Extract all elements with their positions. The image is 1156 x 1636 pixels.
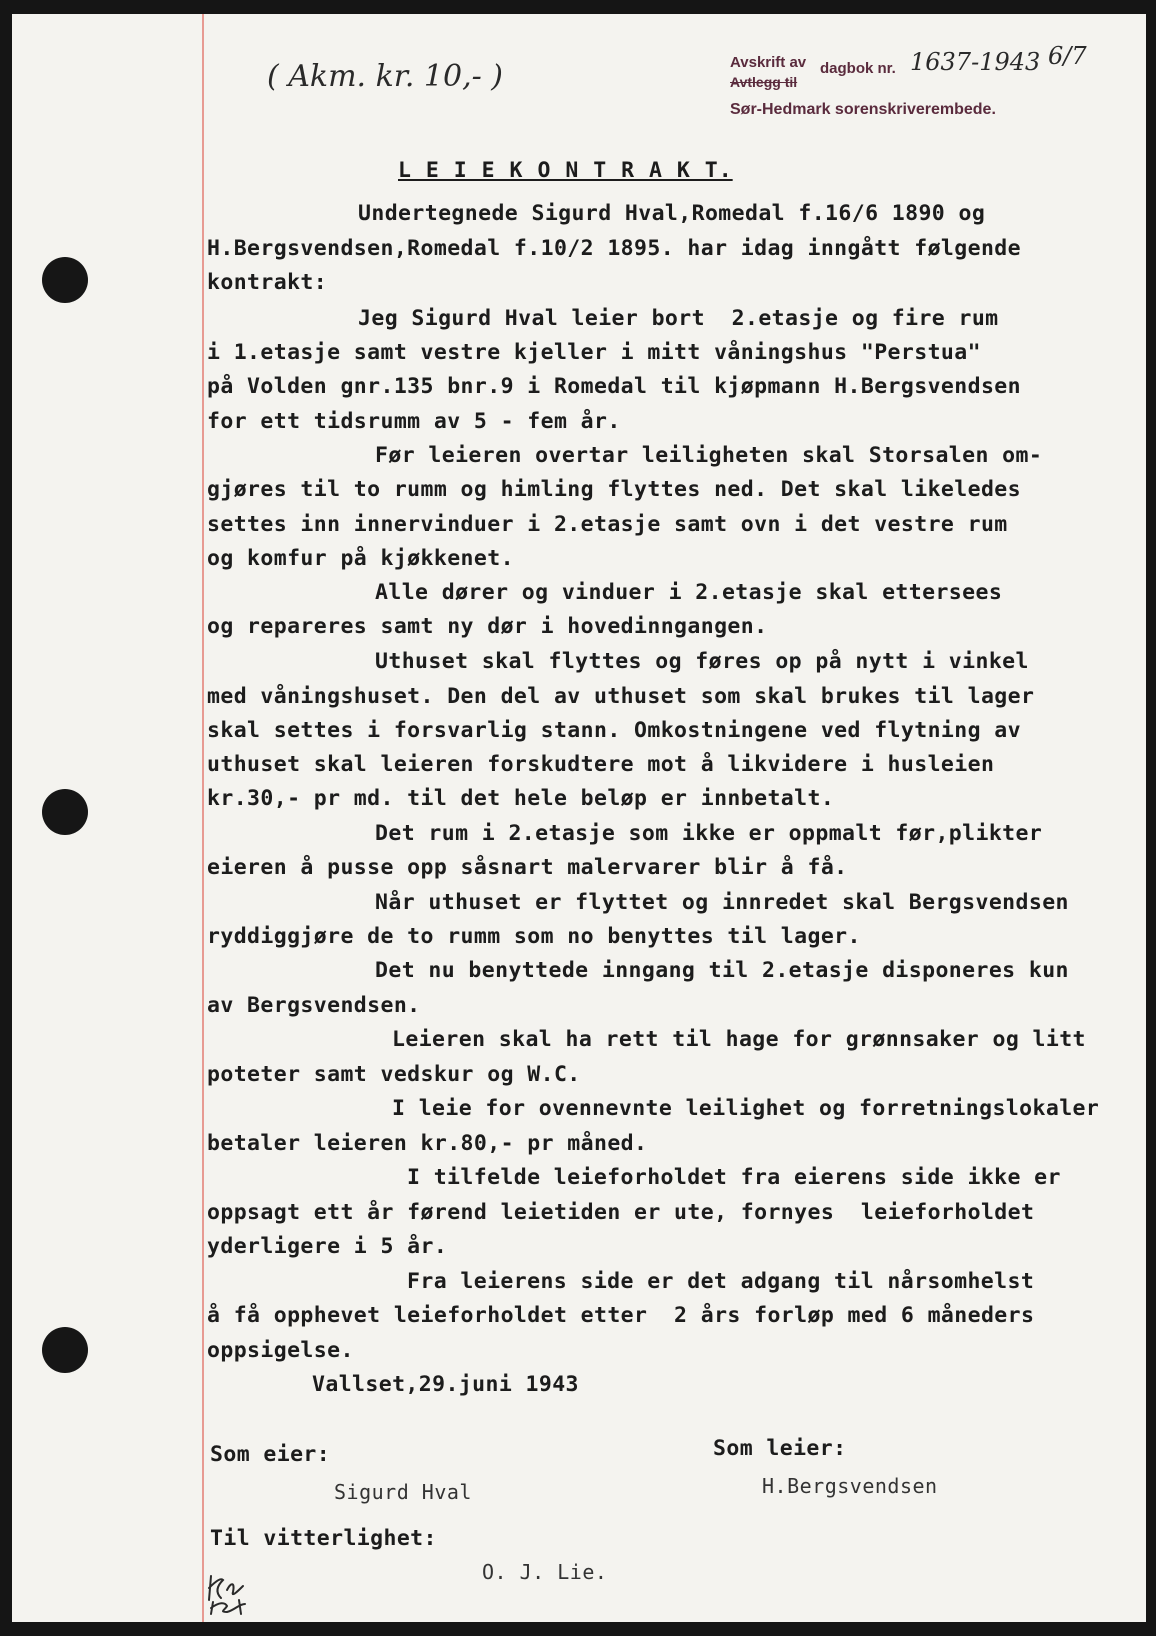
tenant-signature: H.Bergsvendsen [762, 1474, 938, 1498]
handwritten-initials [205, 1570, 275, 1616]
body-line: betaler leieren kr.80,- pr måned. [207, 1131, 648, 1156]
document-page [12, 14, 1146, 1622]
body-line: for ett tidsrumm av 5 - fem år. [207, 409, 621, 434]
body-line: og repareres samt ny dør i hovedinngangen. [207, 614, 768, 639]
body-line: I tilfelde leieforholdet fra eierens side ikke er [407, 1165, 1061, 1190]
body-line: i 1.etasje samt vestre kjeller i mitt våningshus "Perstua" [207, 340, 981, 365]
body-line: å få opphevet leieforholdet etter 2 års forløp med 6 måneders [207, 1303, 1035, 1328]
punch-hole-bottom [42, 1327, 88, 1373]
stamp-journal-label: dagbok nr. [820, 60, 896, 77]
body-line: skal settes i forsvarlig stann. Omkostningene ved flytning av [207, 718, 1021, 743]
body-line: oppsigelse. [207, 1338, 354, 1363]
body-line: Fra leierens side er det adgang til nårsomhelst [407, 1269, 1035, 1294]
body-line: kontrakt: [207, 270, 328, 295]
body-line: Leieren skal ha rett til hage for grønnsaker og litt [392, 1027, 1086, 1052]
punch-hole-top [42, 257, 88, 303]
body-line: Jeg Sigurd Hval leier bort 2.etasje og fire rum [358, 306, 999, 331]
document-title: L E I E K O N T R A K T. [398, 158, 733, 183]
body-line: uthuset skal leieren forskudtere mot å likvidere i husleien [207, 752, 995, 777]
body-line: Undertegnede Sigurd Hval,Romedal f.16/6 1890 og [358, 201, 986, 226]
body-line: Før leieren overtar leiligheten skal Storsalen om- [375, 443, 1043, 468]
body-line: og komfur på kjøkkenet. [207, 546, 514, 571]
body-line: av Bergsvendsen. [207, 993, 421, 1018]
body-line: Det nu benyttede inngang til 2.etasje disponeres kun [375, 958, 1069, 983]
body-line: Uthuset skal flyttes og føres op på nytt i vinkel [375, 649, 1029, 674]
body-line: poteter samt vedskur og W.C. [207, 1062, 581, 1087]
body-line: I leie for ovennevnte leilighet og forretningslokaler [392, 1096, 1100, 1121]
body-line: kr.30,- pr md. til det hele beløp er innbetalt. [207, 786, 835, 811]
owner-label: Som eier: [210, 1442, 331, 1467]
witness-label: Til vitterlighet: [210, 1526, 437, 1551]
body-line: settes inn innervinduer i 2.etasje samt ovn i det vestre rum [207, 512, 1008, 537]
stamp-struck-line: Avtlegg til [730, 74, 798, 90]
journal-date: 6/7 [1048, 42, 1087, 70]
body-line: på Volden gnr.135 bnr.9 i Romedal til kjøpmann H.Bergsvendsen [207, 374, 1021, 399]
witness-signature: O. J. Lie. [482, 1560, 608, 1584]
margin-rule [202, 14, 204, 1622]
body-line: H.Bergsvendsen,Romedal f.10/2 1895. har idag inngått følgende [207, 236, 1021, 261]
body-line: eieren å pusse opp såsnart malervarer blir å få. [207, 855, 848, 880]
stamp-court-office: Sør-Hedmark sorenskriverembede. [730, 101, 996, 118]
stamp-copy-of: Avskrift av [730, 54, 807, 71]
journal-number: 1637-1943 [910, 48, 1041, 76]
body-line: ryddiggjøre de to rumm som no benyttes til lager. [207, 924, 861, 949]
handwritten-fee-note: ( Akm. kr. 10,- ) [267, 59, 503, 94]
body-line: yderligere i 5 år. [207, 1234, 448, 1259]
owner-signature: Sigurd Hval [334, 1480, 472, 1504]
body-line: Alle dører og vinduer i 2.etasje skal ettersees [375, 580, 1003, 605]
body-line: Når uthuset er flyttet og innredet skal Bergsvendsen [375, 890, 1069, 915]
punch-hole-middle [42, 789, 88, 835]
body-line: med våningshuset. Den del av uthuset som skal brukes til lager [207, 684, 1035, 709]
place-date-line: Vallset,29.juni 1943 [312, 1372, 579, 1397]
body-line: Det rum i 2.etasje som ikke er oppmalt før,plikter [375, 821, 1043, 846]
body-line: gjøres til to rumm og himling flyttes ned. Det skal likeledes [207, 477, 1021, 502]
body-line: oppsagt ett år førend leietiden er ute, fornyes leieforholdet [207, 1200, 1035, 1225]
tenant-label: Som leier: [713, 1436, 847, 1461]
